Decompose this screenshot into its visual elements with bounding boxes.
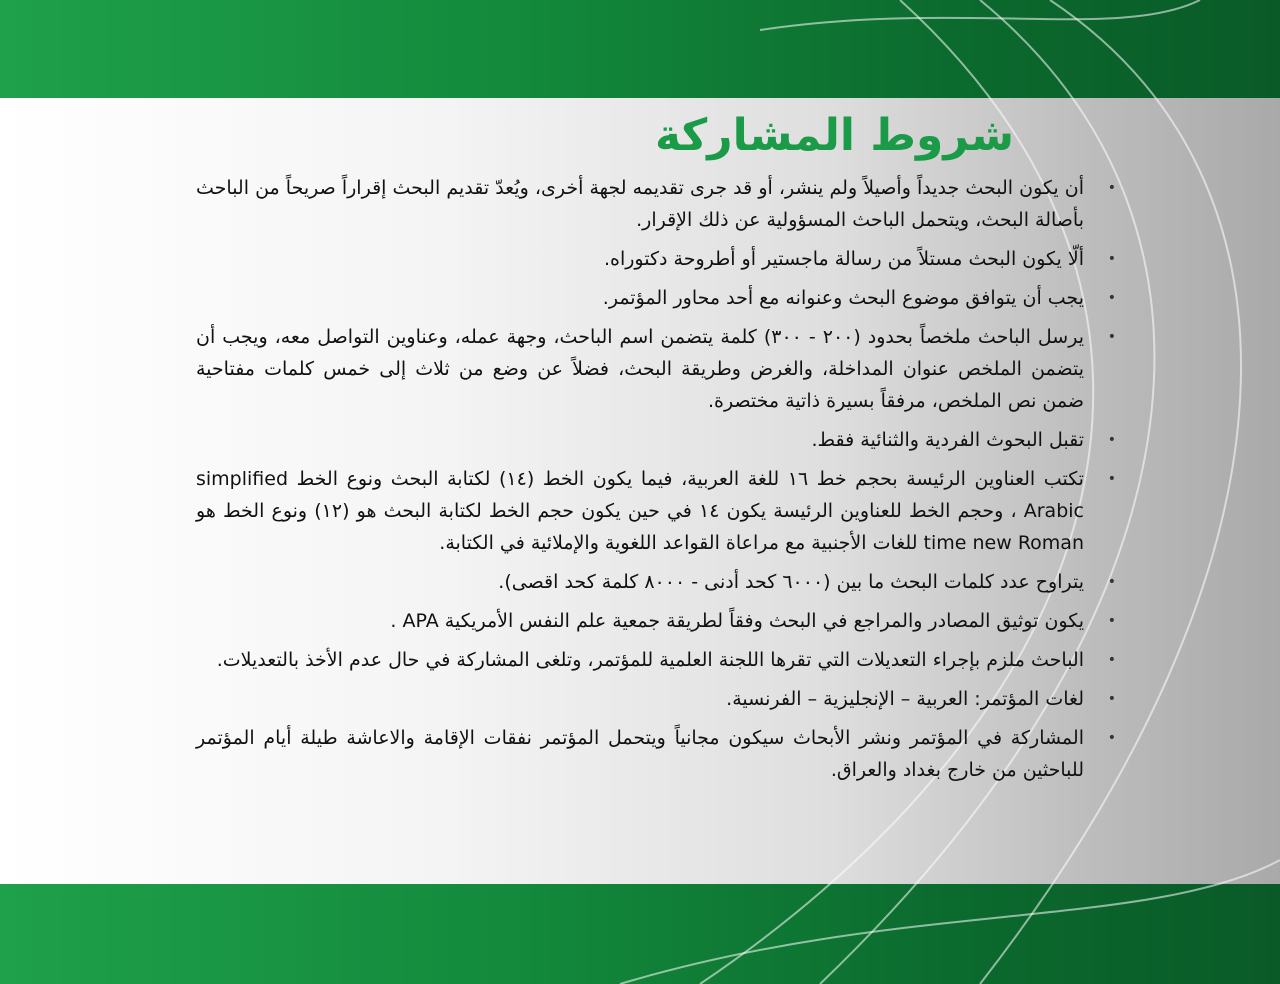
rule-item: • يرسل الباحث ملخصاً بحدود (٢٠٠ - ٣٠٠) كلمة يتضمن اسم الباحث، وجهة عمله، وعناوين التواصل معه، ويجب أن يتضمن الملخص عنوان المداخلة، والغرض وطريقة البحث، فضلاً عن وضع من ثلاث إلى خمس كلمات مفتاحية ضمن نص الملخص، مرفقاً بسيرة ذاتية مختصرة. [196, 321, 1096, 417]
rule-item: • الباحث ملزم بإجراء التعديلات التي تقرها اللجنة العلمية للمؤتمر، وتلغى المشاركة في حال عدم الأخذ بالتعديلات. [196, 644, 1096, 676]
rule-item: • تكتب العناوين الرئيسة بحجم خط ١٦ للغة العربية، فيما يكون الخط (١٤) لكتابة البحث ونوع الخط simplified Arabic ، وحجم الخط للعناوين الرئيسة يكون ١٤ في حين يكون حجم الخط لكتابة البحث هو (١٢) ونوع الخط هو time new Roman للغات الأجنبية مع مراعاة القواعد اللغوية والإملائية في الكتابة. [196, 463, 1096, 559]
rule-item: • يكون توثيق المصادر والمراجع في البحث وفقاً لطريقة جمعية علم النفس الأمريكية APA . [196, 605, 1096, 637]
rule-item: • تقبل البحوث الفردية والثنائية فقط. [196, 424, 1096, 456]
rule-item: • يتراوح عدد كلمات البحث ما بين (٦٠٠٠ كحد أدنى - ٨٠٠٠ كلمة كحد اقصى). [196, 566, 1096, 598]
rules-list [96, 172, 1096, 793]
rule-item: • المشاركة في المؤتمر ونشر الأبحاث سيكون مجانياً ويتحمل المؤتمر نفقات الإقامة والاعاشة طيلة أيام المؤتمر للباحثين من خارج بغداد والعراق. [196, 722, 1096, 786]
rule-item: • ألّا يكون البحث مستلاً من رسالة ماجستير أو أطروحة دكتوراه. [196, 243, 1096, 275]
bottom-green-band [0, 884, 1280, 984]
top-green-band [0, 0, 1280, 98]
rule-item: • يجب أن يتوافق موضوع البحث وعنوانه مع أحد محاور المؤتمر. [196, 282, 1096, 314]
page-title: شروط المشاركة [654, 110, 1014, 161]
rule-item: • أن يكون البحث جديداً وأصيلاً ولم ينشر، أو قد جرى تقديمه لجهة أخرى، ويُعدّ تقديم البحث إقراراً صريحاً من الباحث بأصالة البحث، ويتحمل الباحث المسؤولية عن ذلك الإقرار. [196, 172, 1096, 236]
rule-item: • لغات المؤتمر: العربية – الإنجليزية – الفرنسية. [196, 683, 1096, 715]
